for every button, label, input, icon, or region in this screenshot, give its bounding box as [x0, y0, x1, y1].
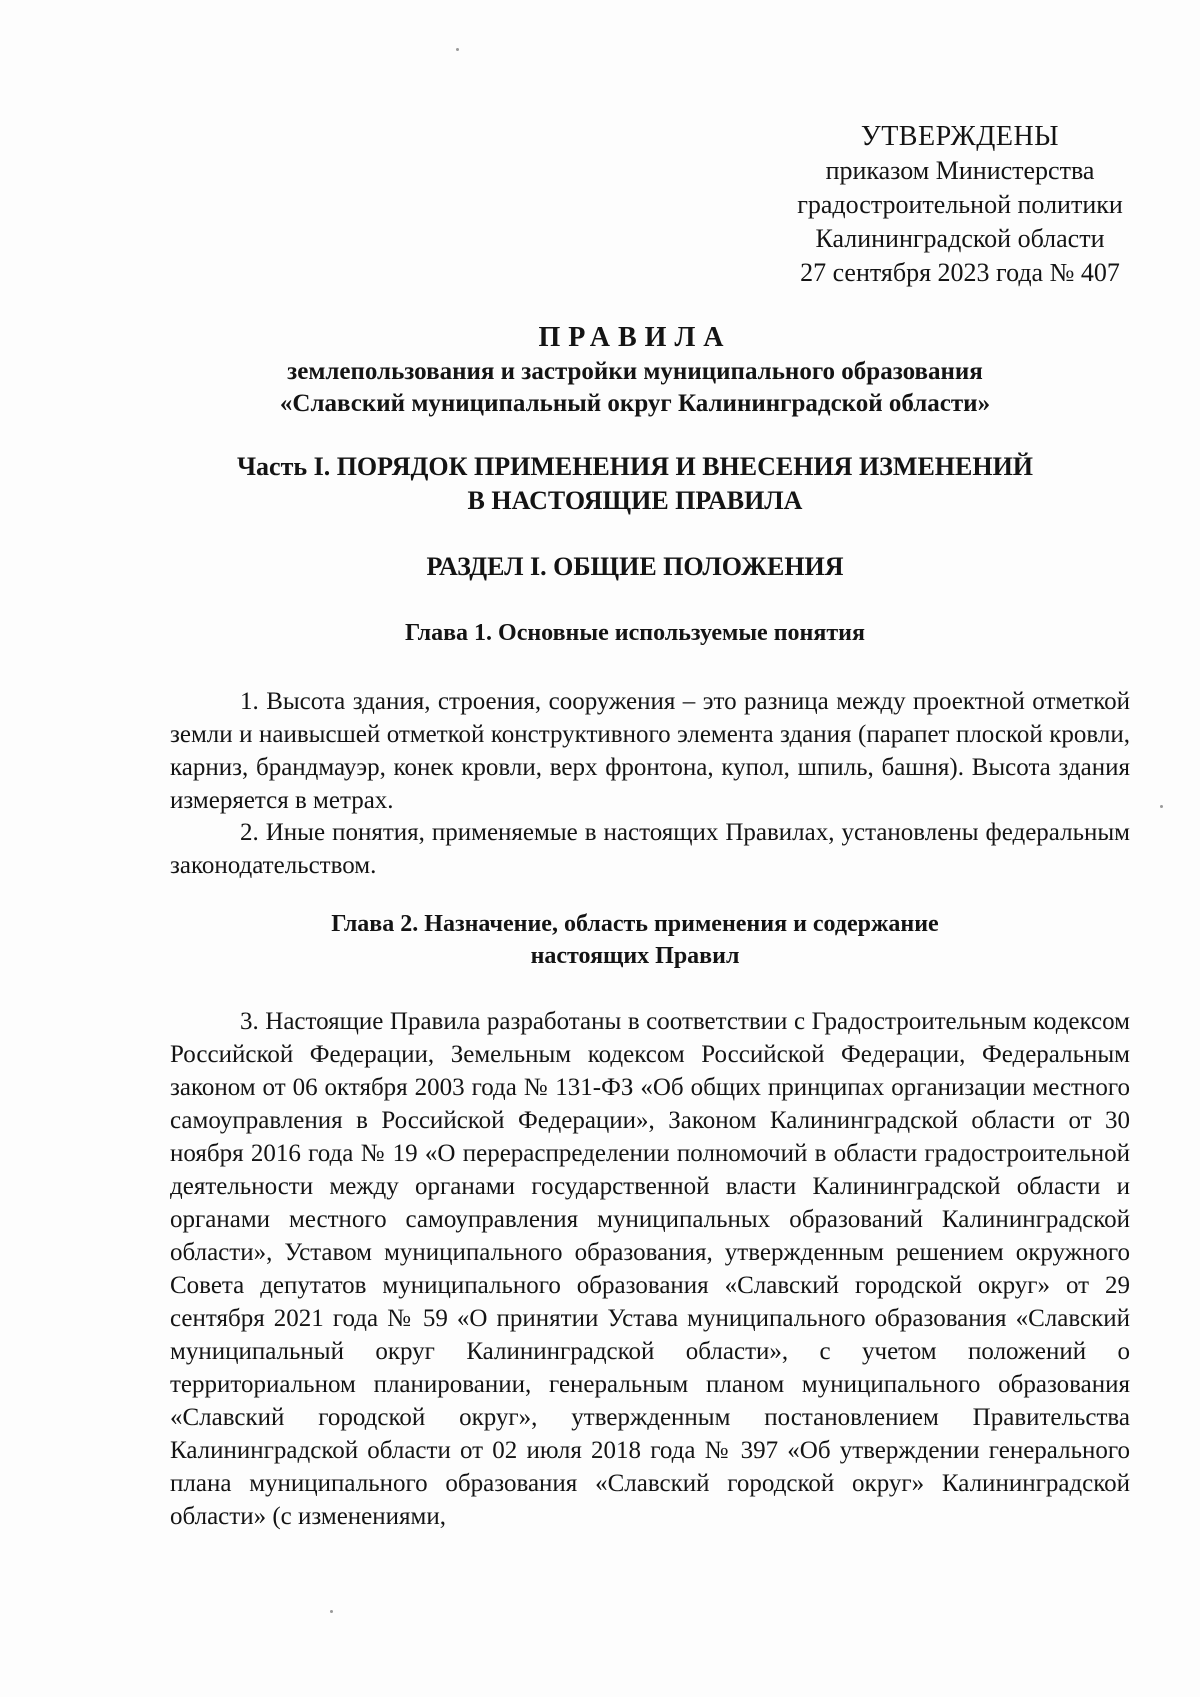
approval-line: градостроительной политики — [797, 190, 1123, 219]
paragraph-1: 1. Высота здания, строения, сооружения – это разница между проектной отметкой земли и наивысшей отметкой конструктивного элемента здания (парапет плоской кровли, карниз, брандмауэр, конек кровли, верх фронтона, купол, шпиль, башня). Высота здания измеряется в метрах. — [170, 688, 1130, 814]
chapter-2-heading — [150, 908, 1120, 972]
document-title — [150, 320, 1120, 420]
chapter-heading-line: Глава 2. Назначение, область применения и содержание — [331, 911, 939, 937]
part-heading — [150, 450, 1120, 518]
part-heading-line: В НАСТОЯЩИЕ ПРАВИЛА — [467, 486, 803, 515]
chapter-1-heading: Глава 1. Основные используемые понятия — [405, 620, 865, 646]
approval-line: приказом Министерства — [825, 156, 1095, 185]
section-heading: РАЗДЕЛ I. ОБЩИЕ ПОЛОЖЕНИЯ — [426, 552, 844, 581]
title-subtitle: «Славский муниципальный округ Калининградской области» — [279, 390, 991, 417]
paragraph-3: 3. Настоящие Правила разработаны в соответствии с Градостроительным кодексом Российской Федерации, Земельным кодексом Российской Федерации, Федеральным законом от 06 октября 2003 года № 131-ФЗ «Об общих принципах организации местного самоуправления в Российской Федерации», Законом Калининградской области от 30 ноября 2016 года № 19 «О перераспределении полномочий в области градостроительной деятельности между органами государственной власти Калининградской области и органами местного самоуправления муниципальных образований Калининградской области», Уставом муниципального образования, утвержденным решением окружного Совета депутатов муниципального образования «Славский городской округ» от 29 сентября 2021 года № 59 «О принятии Устава муниципального образования «Славский муниципальный округ Калининградской области», с учетом положений о территориальном планировании, генеральным планом муниципального образования «Славский городской округ», утвержденным постановлением Правительства Калининградской области от 02 июля 2018 года № 397 «Об утверждении генерального плана муниципального образования «Славский городской округ» Калининградской области» (с изменениями, — [170, 1008, 1130, 1530]
approval-heading: УТВЕРЖДЕНЫ — [860, 121, 1060, 152]
approval-line: Калининградской области — [815, 224, 1105, 253]
title-main: ПРАВИЛА — [538, 322, 732, 353]
approval-date-line: 27 сентября 2023 года № 407 — [800, 258, 1120, 287]
chapter-heading-line: настоящих Правил — [530, 943, 740, 969]
part-heading-line: Часть I. ПОРЯДОК ПРИМЕНЕНИЯ И ВНЕСЕНИЯ ИЗМЕНЕНИЙ — [236, 452, 1034, 481]
scan-speck — [330, 1610, 333, 1613]
scan-speck — [1160, 805, 1163, 808]
approval-stamp — [760, 120, 1160, 290]
scan-speck — [456, 48, 459, 51]
title-subtitle: землепользования и застройки муниципального образования — [287, 358, 983, 385]
paragraph-2: 2. Иные понятия, применяемые в настоящих Правилах, установлены федеральным законодательством. — [170, 819, 1130, 879]
